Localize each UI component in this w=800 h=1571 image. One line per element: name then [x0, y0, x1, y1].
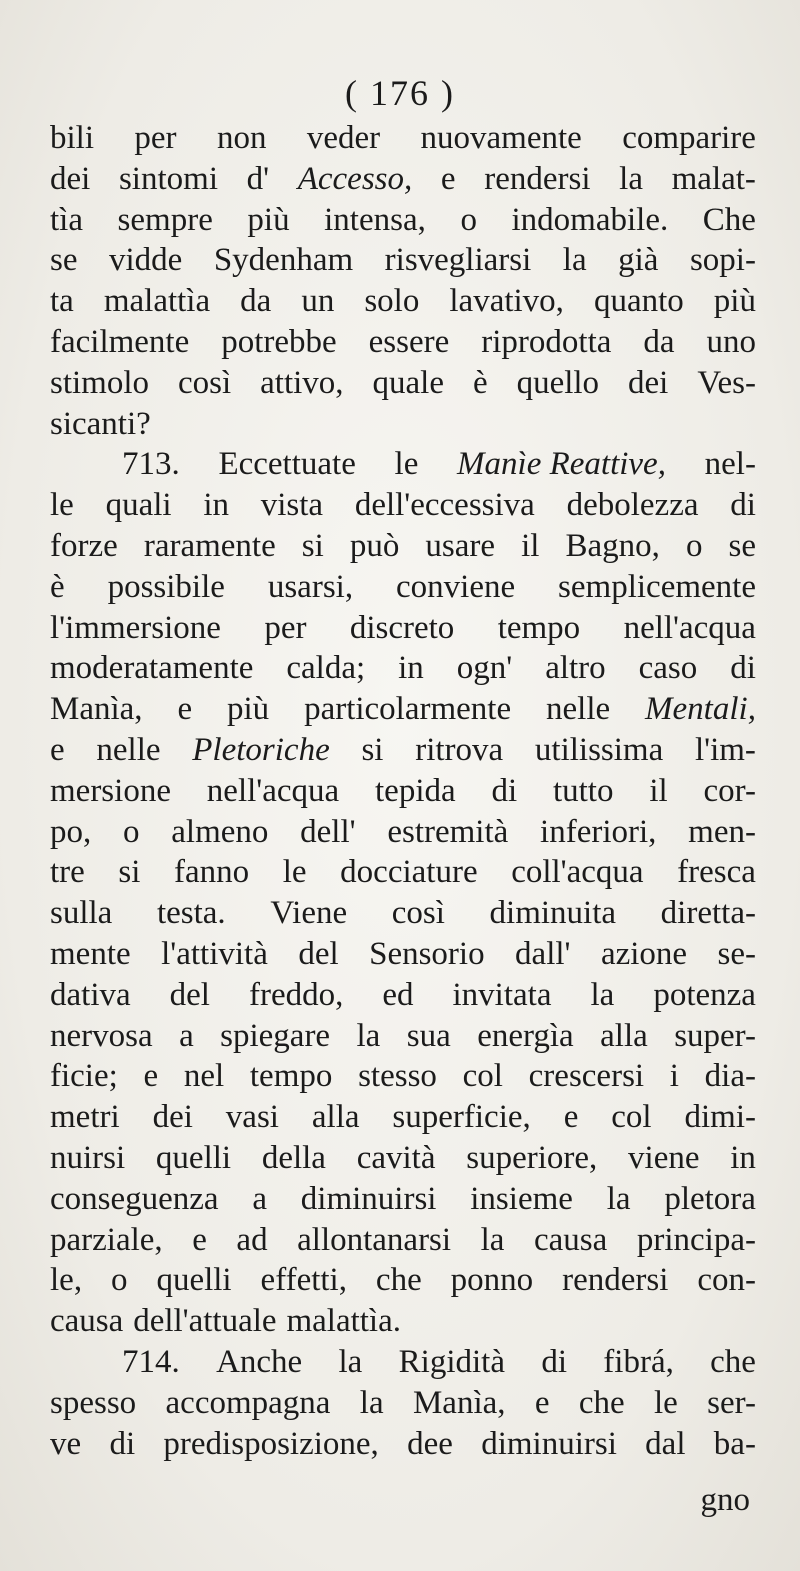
word: ba-	[713, 1425, 756, 1462]
word: a	[252, 1180, 268, 1217]
word: Mentali,	[645, 691, 756, 728]
word: o	[111, 1262, 128, 1299]
word: lavativo,	[449, 283, 564, 320]
word: spiegare	[220, 1017, 331, 1054]
word: causa	[534, 1221, 608, 1258]
word: l'im-	[694, 731, 756, 768]
word: dell'	[300, 813, 356, 850]
word: ad	[236, 1221, 268, 1258]
text-line	[50, 1342, 756, 1383]
word: insieme	[470, 1180, 573, 1217]
word: la	[562, 242, 587, 279]
word: la	[619, 160, 643, 197]
word: di	[730, 487, 756, 524]
word: vista	[260, 487, 324, 524]
word: diminuirsi	[300, 1180, 437, 1217]
word: la	[338, 1343, 363, 1380]
word: se	[50, 242, 78, 279]
word: nel	[183, 1058, 225, 1095]
word: ve	[50, 1425, 82, 1462]
word: tìa	[50, 201, 83, 238]
word: può	[349, 527, 400, 564]
word: tutto	[552, 772, 614, 809]
word: effetti,	[260, 1262, 347, 1299]
word: veder	[306, 120, 381, 156]
word: o	[685, 527, 703, 564]
word: mersione	[50, 772, 171, 809]
word: è	[472, 364, 488, 401]
word: ed	[382, 976, 414, 1013]
word: tempo	[497, 609, 581, 646]
word: così	[178, 364, 232, 401]
word: pletora	[664, 1180, 756, 1217]
word: facilmente	[50, 323, 190, 360]
word: quelli	[155, 1139, 232, 1176]
word: comparire	[622, 120, 756, 156]
word: dimi-	[684, 1099, 756, 1136]
word: e	[563, 1099, 579, 1136]
word: stimolo	[50, 364, 150, 401]
word: dell'attuale	[133, 1303, 277, 1340]
word: si	[301, 527, 324, 564]
text-line	[50, 159, 756, 200]
text-line	[50, 200, 756, 241]
word: fresca	[677, 854, 756, 891]
word: il	[521, 527, 540, 564]
word: semplicemente	[558, 568, 756, 605]
word: da	[240, 283, 272, 320]
text-line	[50, 934, 756, 975]
word: parziale,	[50, 1221, 163, 1258]
word: d'	[246, 160, 270, 197]
word: almeno	[171, 813, 269, 850]
word: che	[710, 1343, 756, 1380]
word: Viene	[270, 895, 348, 932]
text-line	[50, 730, 756, 771]
text-line	[50, 1301, 756, 1342]
text-line	[50, 771, 756, 812]
word: energìa	[477, 1017, 574, 1054]
word: non	[216, 120, 267, 156]
word: dei	[152, 1099, 193, 1136]
word: per	[264, 609, 307, 646]
word: già	[618, 242, 659, 279]
word: quello	[516, 364, 600, 401]
text-line	[50, 1383, 756, 1424]
word: causa	[50, 1303, 124, 1340]
text-line	[50, 893, 756, 934]
word: diminuita	[489, 895, 617, 932]
word: Rigidità	[398, 1343, 505, 1380]
word: e	[192, 1221, 207, 1258]
text-line	[50, 322, 756, 363]
word: si	[361, 731, 384, 768]
body-text	[50, 118, 756, 1464]
word: invitata	[452, 976, 552, 1013]
word: alla	[600, 1017, 648, 1054]
word: ta	[50, 283, 74, 320]
word: sopi-	[689, 242, 756, 279]
word: forze	[50, 527, 118, 564]
page-number: ( 176 )	[345, 73, 455, 113]
word: più	[713, 283, 756, 320]
word: Anche	[216, 1343, 303, 1380]
word: e	[177, 691, 193, 728]
word: calda;	[286, 650, 366, 687]
text-line	[50, 608, 756, 649]
word: le	[282, 854, 307, 891]
word: particolarmente	[304, 691, 512, 728]
word: cor-	[703, 772, 756, 809]
text-line	[50, 118, 756, 159]
word: da	[643, 323, 675, 360]
word: sicanti?	[50, 405, 151, 442]
word: raramente	[143, 527, 276, 564]
word: testa.	[156, 895, 226, 932]
word: sulla	[50, 895, 113, 932]
word: così	[391, 895, 445, 932]
word: 714.	[122, 1343, 180, 1380]
text-line	[50, 689, 756, 730]
word: discreto	[349, 609, 455, 646]
word: Sydenham	[213, 242, 354, 279]
word: dal	[645, 1425, 686, 1462]
word: ponno	[450, 1262, 534, 1299]
word: risvegliarsi	[384, 242, 532, 279]
word: l'immersione	[50, 609, 221, 646]
word: fanno	[174, 854, 250, 891]
text-line	[50, 444, 756, 485]
word: ser-	[707, 1384, 756, 1421]
word: e	[50, 731, 65, 768]
word: o	[460, 201, 477, 238]
word: nelle	[546, 691, 611, 728]
word: la	[606, 1180, 631, 1217]
word: le	[394, 446, 419, 483]
word: dei	[50, 160, 91, 197]
word: nuirsi	[50, 1139, 126, 1176]
text-line	[50, 1260, 756, 1301]
word: spesso	[50, 1384, 137, 1421]
word: che	[578, 1384, 625, 1421]
word: crescersi	[528, 1058, 645, 1095]
word: ficie;	[50, 1058, 118, 1095]
word: stesso	[358, 1058, 437, 1095]
word: dee	[407, 1425, 453, 1462]
word: si	[118, 854, 141, 891]
word: accompagna	[165, 1384, 331, 1421]
word: nell'acqua	[623, 609, 756, 646]
word: per	[134, 120, 177, 156]
word: di	[730, 650, 756, 687]
word: utilissima	[534, 731, 664, 768]
word: allontanarsi	[297, 1221, 452, 1258]
word: rendersi	[562, 1262, 669, 1299]
word: se	[728, 527, 756, 564]
text-line	[50, 1220, 756, 1261]
word: inferiori,	[540, 813, 657, 850]
word: diretta-	[660, 895, 756, 932]
word: malattìa	[103, 283, 211, 320]
word: conseguenza	[50, 1180, 219, 1217]
word: alla	[311, 1099, 360, 1136]
word: Manìa,	[50, 691, 143, 728]
word: Manìe Reattive,	[457, 446, 666, 483]
word: azione	[600, 935, 688, 972]
word: quale	[372, 364, 444, 401]
word: nervosa	[50, 1017, 153, 1054]
word: o	[123, 813, 140, 850]
word: Eccettuate	[218, 446, 356, 483]
text-line	[50, 567, 756, 608]
word: che	[375, 1262, 422, 1299]
text-line	[50, 1424, 756, 1465]
word: metri	[50, 1099, 120, 1136]
word: Bagno,	[565, 527, 660, 564]
word: cavità	[356, 1139, 436, 1176]
word: rendersi	[484, 160, 591, 197]
word: della	[261, 1139, 326, 1176]
word: viene	[628, 1139, 700, 1176]
word: diminuirsi	[481, 1425, 617, 1462]
word: del	[298, 935, 339, 972]
word: del	[169, 976, 210, 1013]
word: la	[590, 976, 615, 1013]
word: altro	[545, 650, 606, 687]
word: attivo,	[260, 364, 344, 401]
word: nelle	[96, 731, 161, 768]
word: più	[247, 201, 290, 238]
word: malat-	[671, 160, 756, 197]
word: potrebbe	[221, 323, 337, 360]
word: Ves-	[697, 364, 756, 401]
word: conviene	[396, 568, 516, 605]
word: la	[356, 1017, 381, 1054]
text-line	[50, 1138, 756, 1179]
word: quelli	[156, 1262, 232, 1299]
word: solo	[364, 283, 420, 320]
text-line	[50, 812, 756, 853]
word: la	[480, 1221, 505, 1258]
word: e	[440, 160, 456, 197]
word: sua	[406, 1017, 451, 1054]
word: quali	[105, 487, 172, 524]
word: caso	[638, 650, 698, 687]
word: ritrova	[415, 731, 504, 768]
word: men-	[688, 813, 756, 850]
word: super-	[674, 1017, 756, 1054]
word: sintomi	[118, 160, 218, 197]
word: tempo	[249, 1058, 333, 1095]
word: in	[398, 650, 424, 687]
word: la	[359, 1384, 384, 1421]
word: predisposizione,	[163, 1425, 379, 1462]
word: possibile	[107, 568, 225, 605]
word: docciature	[340, 854, 478, 891]
word: vasi	[225, 1099, 279, 1136]
word: coll'acqua	[511, 854, 644, 891]
word: dia-	[704, 1058, 756, 1095]
word: essere	[368, 323, 450, 360]
text-line	[50, 1097, 756, 1138]
word: nel-	[704, 446, 756, 483]
word: e	[534, 1384, 550, 1421]
word: se-	[717, 935, 756, 972]
text-line	[50, 975, 756, 1016]
word: sempre	[117, 201, 213, 238]
word: usarsi,	[267, 568, 354, 605]
word: è	[50, 568, 65, 605]
word: dativa	[50, 976, 131, 1013]
word: Che	[702, 201, 756, 238]
text-line	[50, 1056, 756, 1097]
text-line	[50, 240, 756, 281]
word: principa-	[636, 1221, 756, 1258]
word: nell'acqua	[206, 772, 340, 809]
word: col	[611, 1099, 652, 1136]
word: nuovamente	[420, 120, 582, 156]
word: usare	[425, 527, 496, 564]
word: superiore,	[466, 1139, 598, 1176]
word: il	[649, 772, 668, 809]
word: con-	[697, 1262, 756, 1299]
word: Manìa,	[412, 1384, 506, 1421]
text-line	[50, 648, 756, 689]
text-line	[50, 526, 756, 567]
word: e	[143, 1058, 159, 1095]
word: le,	[50, 1262, 83, 1299]
word: Sensorio	[369, 935, 485, 972]
word: tre	[50, 854, 85, 891]
word: vidde	[109, 242, 183, 279]
word: dell'eccessiva	[354, 487, 535, 524]
word: dall'	[515, 935, 571, 972]
word: quanto	[593, 283, 684, 320]
word: l'attività	[161, 935, 268, 972]
word: più	[227, 691, 270, 728]
word: in	[730, 1139, 756, 1176]
word: Accesso,	[297, 160, 413, 197]
text-line	[50, 1016, 756, 1057]
word: 713.	[122, 446, 180, 483]
word: superficie,	[392, 1099, 531, 1136]
word: intensa,	[324, 201, 426, 238]
word: i	[669, 1058, 679, 1095]
word: ogn'	[456, 650, 513, 687]
word: di	[109, 1425, 136, 1462]
word: Pletoriche	[192, 731, 330, 768]
word: potenza	[653, 976, 756, 1013]
word: tepida	[375, 772, 456, 809]
text-line	[50, 1179, 756, 1220]
word: malattìa.	[286, 1303, 402, 1340]
word: fibrá,	[603, 1343, 674, 1380]
word: dei	[628, 364, 669, 401]
word: a	[179, 1017, 194, 1054]
word: debolezza	[566, 487, 699, 524]
word: indomabile.	[511, 201, 669, 238]
text-line	[50, 404, 756, 445]
word: le	[654, 1384, 678, 1421]
text-line	[50, 485, 756, 526]
word: un	[301, 283, 335, 320]
word: uno	[706, 323, 756, 360]
text-line	[50, 363, 756, 404]
word: in	[203, 487, 229, 524]
word: col	[462, 1058, 503, 1095]
word: moderatamente	[50, 650, 254, 687]
word: riprodotta	[481, 323, 612, 360]
word: po,	[50, 813, 92, 850]
word: le	[50, 487, 74, 524]
word: mente	[50, 935, 131, 972]
text-line	[50, 852, 756, 893]
word: di	[491, 772, 518, 809]
text-line	[50, 281, 756, 322]
word: bili	[50, 120, 95, 156]
word: di	[541, 1343, 567, 1380]
word: freddo,	[248, 976, 344, 1013]
word: estremità	[387, 813, 509, 850]
catchword: gno	[700, 1482, 750, 1518]
